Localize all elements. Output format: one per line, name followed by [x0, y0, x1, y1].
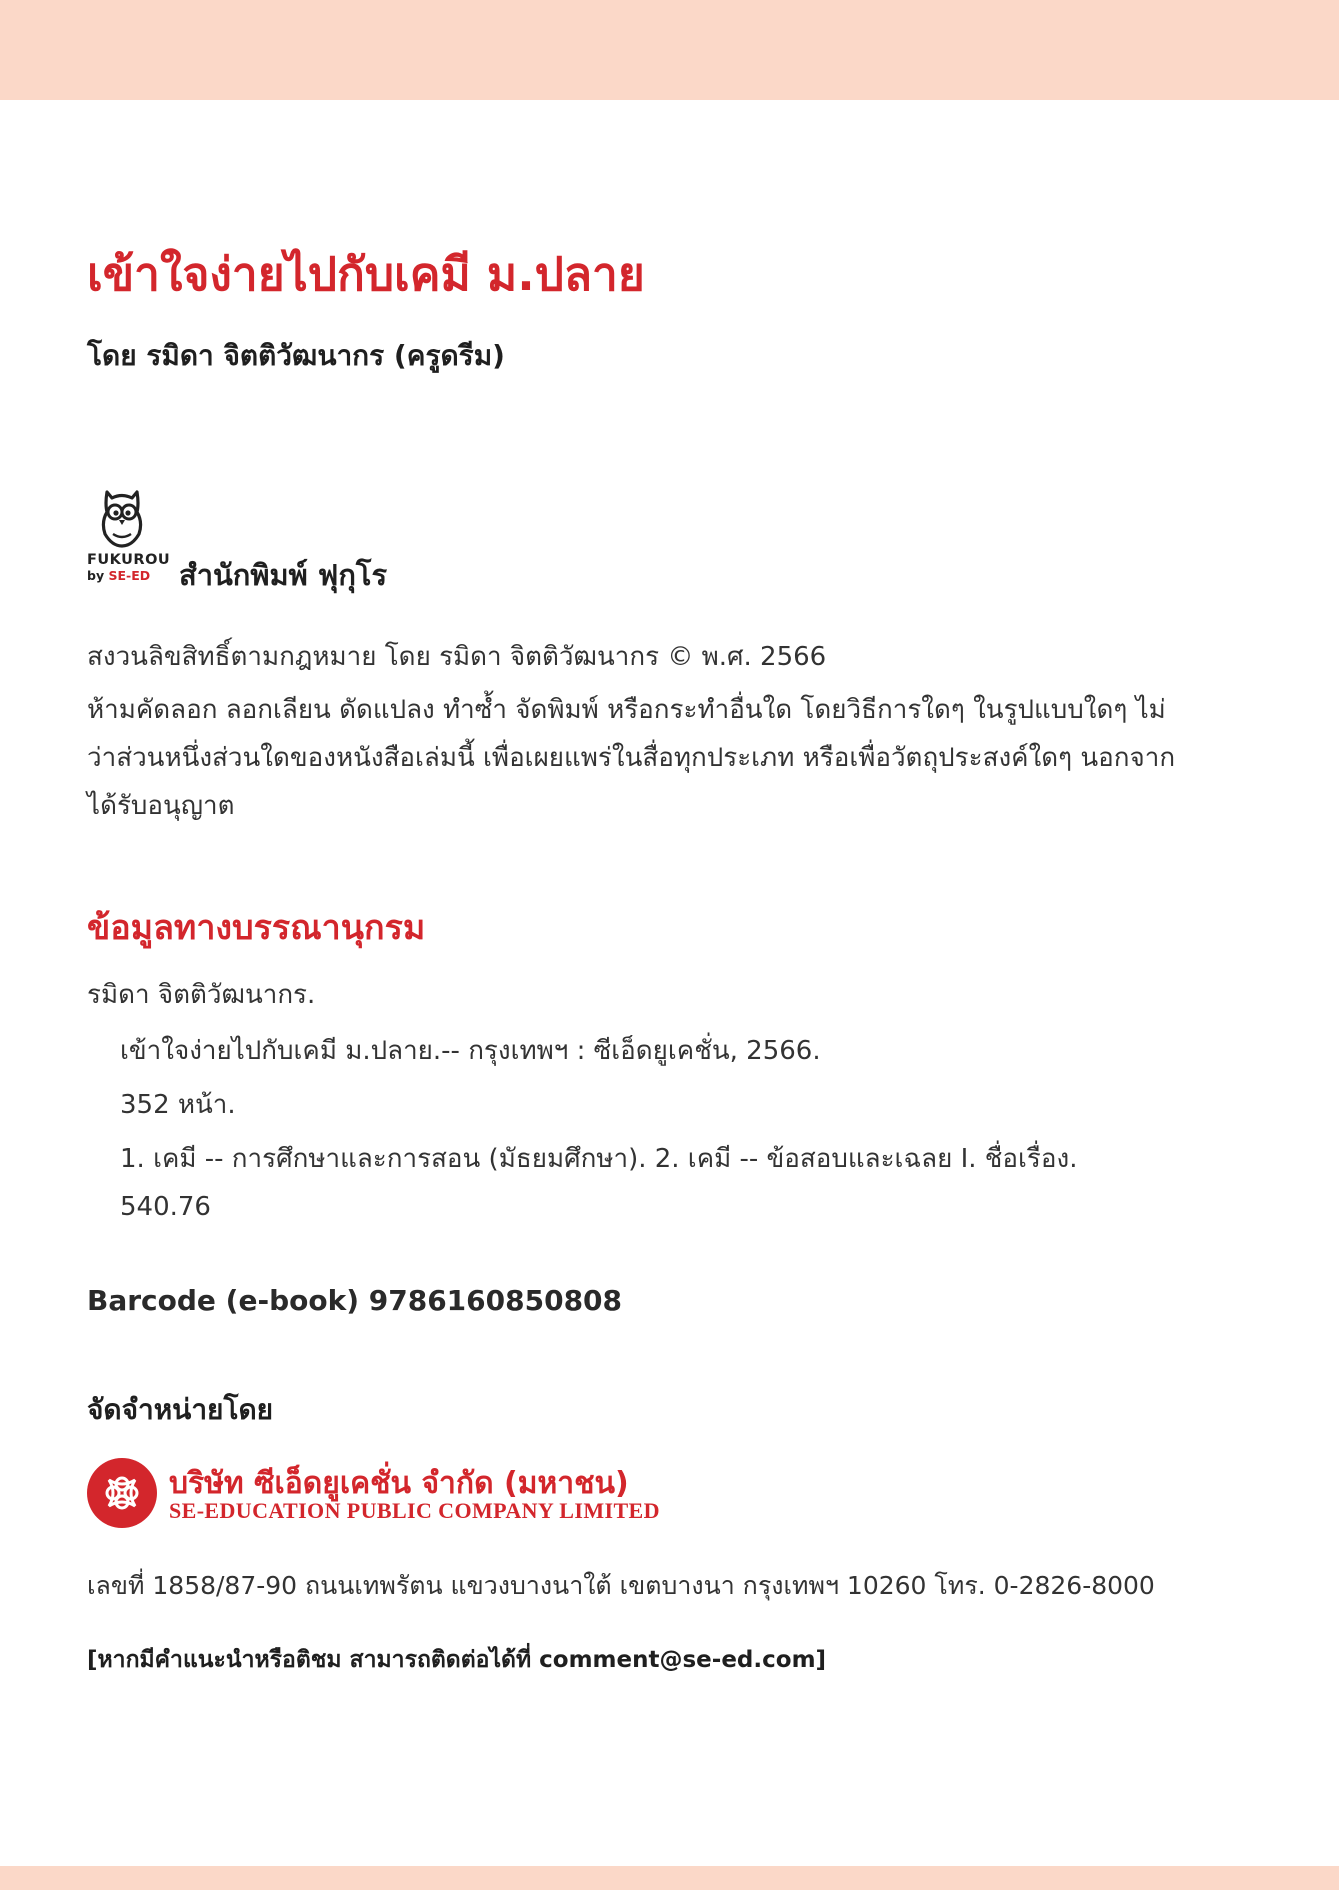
cataloging-pages: 352 หน้า.: [120, 1090, 236, 1120]
bottom-color-band: [0, 1866, 1339, 1890]
top-color-band: [0, 0, 1339, 100]
se-ed-knot-icon: [87, 1458, 157, 1528]
copyright-notice: สงวนลิขสิทธิ์ตามกฎหมาย โดย รมิดา จิตติวัฒนากร © พ.ศ. 2566: [87, 642, 827, 672]
ebook-barcode: Barcode (e-book) 9786160850808: [87, 1284, 623, 1317]
logo-wordmark: FUKUROU: [87, 552, 171, 568]
book-author: โดย รมิดา จิตติวัฒนากร (ครูดรีม): [87, 339, 505, 372]
logo-by: by: [87, 568, 105, 583]
company-name-english: SE-EDUCATION PUBLIC COMPANY LIMITED: [169, 1498, 660, 1523]
cataloging-title-entry: เข้าใจง่ายไปกับเคมี ม.ปลาย.-- กรุงเทพฯ : ซีเอ็ดยูเคชั่น, 2566.: [120, 1036, 821, 1066]
cataloging-author: รมิดา จิตติวัฒนากร.: [87, 980, 316, 1010]
publisher-name: สำนักพิมพ์ ฟุกุโร: [179, 558, 388, 592]
distributor-company: [87, 1458, 787, 1530]
cataloging-heading: ข้อมูลทางบรรณานุกรม: [87, 908, 426, 948]
feedback-contact: [หากมีคำแนะนำหรือติชม สามารถติดต่อได้ที่ comment@se-ed.com]: [87, 1647, 827, 1673]
owl-icon: [97, 484, 147, 550]
cataloging-classification: 540.76: [120, 1192, 211, 1222]
logo-byline: [87, 568, 167, 583]
cataloging-subjects: 1. เคมี -- การศึกษาและการสอน (มัธยมศึกษา). 2. เคมี -- ข้อสอบและเฉลย I. ชื่อเรื่อง.: [120, 1144, 1078, 1174]
distribution-heading: จัดจำหน่ายโดย: [87, 1393, 274, 1426]
publisher-imprint: [87, 484, 687, 592]
logo-brand: SE-ED: [108, 568, 151, 583]
book-title: เข้าใจง่ายไปกับเคมี ม.ปลาย: [87, 247, 645, 301]
company-address: เลขที่ 1858/87-90 ถนนเทพรัตน แขวงบางนาใต้ เขตบางนา กรุงเทพฯ 10260 โทร. 0-2826-8000: [87, 1571, 1155, 1600]
fukurou-logo: [87, 484, 171, 584]
company-name-thai: บริษัท ซีเอ็ดยูเคชั่น จำกัด (มหาชน): [169, 1466, 629, 1501]
rights-statement: ห้ามคัดลอก ลอกเลียน ดัดแปลง ทำซ้ำ จัดพิมพ์ หรือกระทำอื่นใด โดยวิธีการใดๆ ในรูปแบบใดๆ ไม่ว่าส่วนหนึ่งส่วนใดของหนังสือเล่มนี้ เพื่อเผยแพร่ในสื่อทุกประเภท หรือเพื่อวัตถุประสงค์ใดๆ นอกจากได้รับอนุญาต: [87, 695, 1176, 821]
